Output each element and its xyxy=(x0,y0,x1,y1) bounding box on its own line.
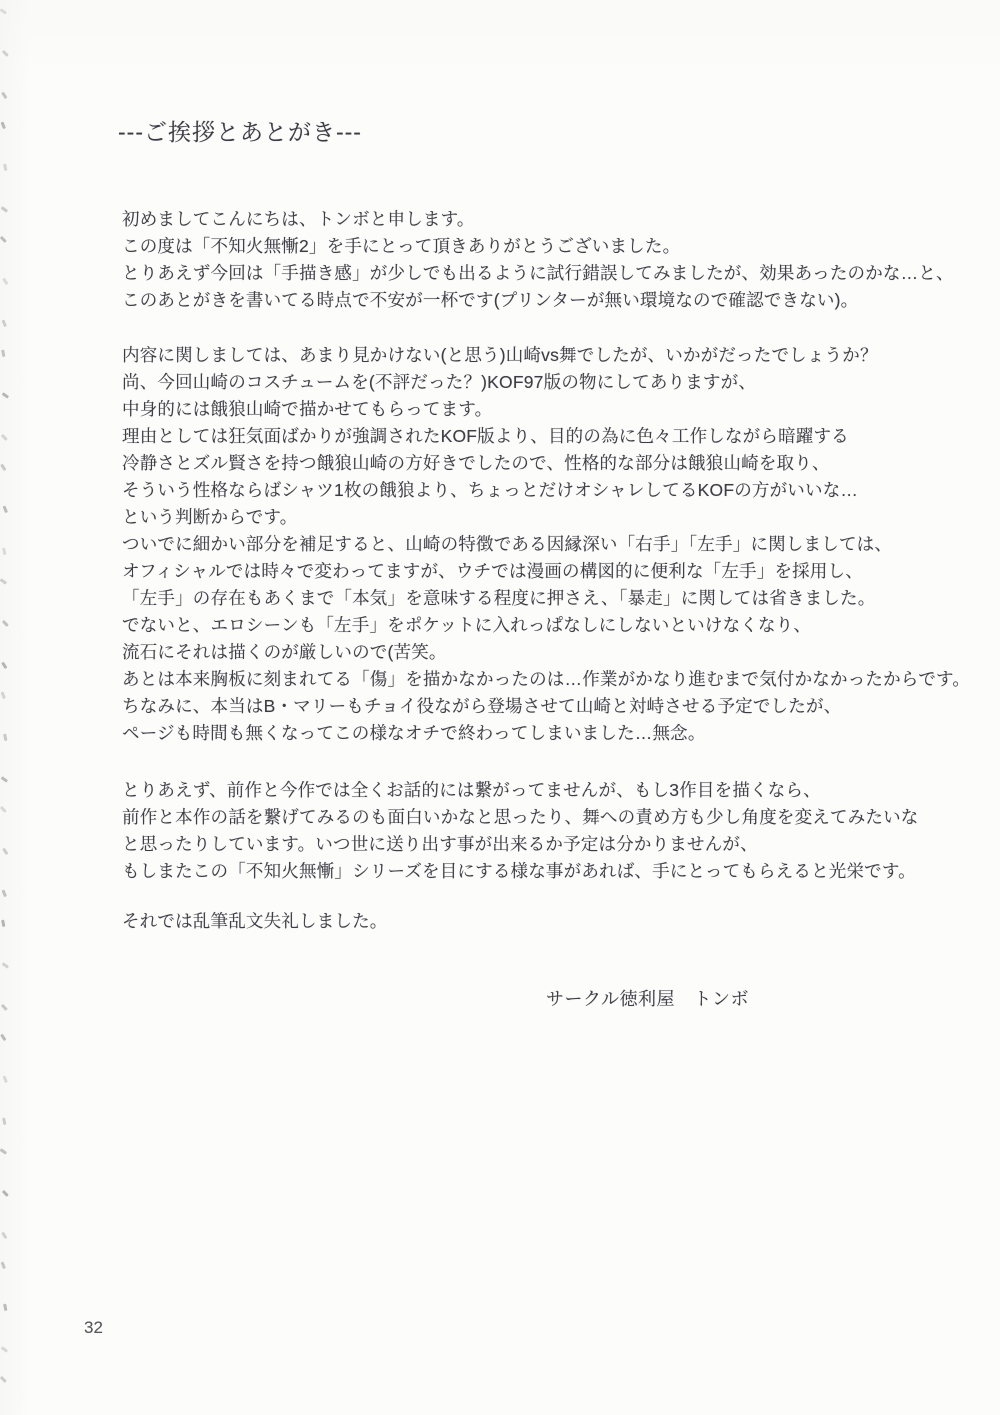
paragraph-greeting xyxy=(122,206,954,314)
page-title: ---ご挨拶とあとがき--- xyxy=(118,119,362,145)
text-line: でないと、エロシーンも「左手」をポケットに入れっぱなしにしないといけなくなり、 xyxy=(122,615,812,635)
text-line: とりあえず、前作と今作では全くお話的には繋がってませんが、もし3作目を描くなら、 xyxy=(122,780,821,800)
scan-edge-mark xyxy=(2,1232,8,1239)
scan-edge-mark xyxy=(2,350,6,357)
scan-edge-mark xyxy=(1,1346,8,1352)
scan-edge-mark xyxy=(1,776,8,782)
text-line: ページも時間も無くなってこの様なオチで終わってしまいました…無念。 xyxy=(122,723,706,743)
scan-edge-mark xyxy=(2,92,8,99)
text-line: もしまたこの「不知火無慚」シリーズを目にする様な事があれば、手にとってもらえると光栄です。 xyxy=(122,861,916,881)
scan-edge-mark xyxy=(4,164,8,171)
text-line: オフィシャルでは時々で変わってますが、ウチでは漫画の構図的に便利な「左手」を採用し、 xyxy=(122,561,863,581)
scan-edge-mark xyxy=(3,1076,8,1083)
scan-edge-mark xyxy=(2,392,9,398)
scan-edge-mark xyxy=(2,890,7,897)
text-line: 流石にそれは描くのが厳しいので(苦笑。 xyxy=(122,642,447,662)
scan-edge-mark xyxy=(3,1118,7,1125)
scan-edge-mark xyxy=(4,1304,8,1311)
text-line: という判断からです。 xyxy=(122,507,298,527)
closing-remark: それでは乱筆乱文失礼しました。 xyxy=(122,911,388,931)
scan-edge-mark xyxy=(0,8,7,14)
scan-edge-mark xyxy=(0,806,7,813)
scan-edge-mark xyxy=(1,464,7,471)
scan-edge-mark xyxy=(2,620,9,627)
scan-edge-mark xyxy=(0,1148,7,1154)
scan-edge-mark xyxy=(0,1376,7,1383)
scan-edge-mark xyxy=(1,122,6,129)
scan-edge-mark xyxy=(2,962,9,968)
scan-edge-mark xyxy=(1,692,6,699)
text-line: 中身的には餓狼山崎で描かせてもらってます。 xyxy=(122,399,493,419)
scan-edge-mark xyxy=(2,1190,9,1197)
text-line: あとは本来胸板に刻まれてる「傷」を描かなかったのは…作業がかなり進むまで気付かなかったからです。 xyxy=(122,669,971,689)
scan-edge-mark xyxy=(3,506,8,513)
text-line: 初めましてこんにちは、トンボと申します。 xyxy=(122,209,475,229)
text-line: 理由としては狂気面ばかりが強調されたKOF版より、目的の為に色々工作しながら暗躍する xyxy=(122,426,849,446)
scan-edge-mark xyxy=(0,578,7,584)
text-line: このあとがきを書いてる時点で不安が一杯です(プリンターが無い環境なので確認できない)。 xyxy=(122,290,859,310)
scan-edge-mark xyxy=(2,320,7,327)
scan-edge-mark xyxy=(1,1004,8,1011)
scan-edge-mark xyxy=(3,548,7,555)
text-line: この度は「不知火無慚2」を手にとって頂きありがとうございました。 xyxy=(122,236,681,256)
text-line: と思ったりしています。いつ世に送り出す事が出来るか予定は分かりませんが、 xyxy=(122,834,758,854)
scan-edge-mark xyxy=(1,434,8,441)
text-line: ついでに細かい部分を補足すると、山崎の特徴である因縁深い「右手」「左手」に関しましては、 xyxy=(122,534,893,554)
scan-edge-mark xyxy=(2,662,8,669)
text-line: 前作と本作の話を繋げてみるのも面白いかなと思ったり、舞への責め方も少し角度を変えてみたいな xyxy=(122,807,919,827)
paragraph-future-plans xyxy=(122,777,919,885)
text-line: 尚、今回山崎のコスチュームを(不評だった？)KOF97版の物にしてありますが、 xyxy=(122,372,757,392)
text-line: とりあえず今回は「手描き感」が少しでも出るように試行錯誤してみましたが、効果あったのかな…と、 xyxy=(122,263,954,283)
scan-edge-mark xyxy=(2,50,9,57)
text-line: 「左手」の存在もあくまで「本気」を意味する程度に押さえ、「暴走」に関しては省きました。 xyxy=(122,588,876,608)
text-line: 冷静さとズル賢さを持つ餓狼山崎の方好きでしたので、性格的な部分は餓狼山崎を取り、 xyxy=(122,453,830,473)
scan-edge-mark xyxy=(1,206,8,212)
scan-edge-mark xyxy=(3,848,9,855)
scan-edge-mark xyxy=(2,920,6,927)
text-line: ちなみに、本当はB・マリーもチョイ役ながら登場させて山崎と対峙させる予定でしたが、 xyxy=(122,696,842,716)
page-number: 32 xyxy=(84,1318,103,1337)
scan-edge-mark xyxy=(3,278,9,285)
scan-edge-mark xyxy=(4,734,8,741)
scan-edge-mark xyxy=(1,1034,7,1041)
text-line: そういう性格ならばシャツ1枚の餓狼より、ちょっとだけオシャレしてるKOFの方がいいな… xyxy=(122,480,859,500)
scan-edge-mark xyxy=(0,236,7,243)
author-signature: サークル徳利屋 トンボ xyxy=(546,989,749,1009)
binding-edge-artifacts xyxy=(0,0,14,1415)
paragraph-content-notes xyxy=(122,342,970,747)
scan-edge-mark xyxy=(1,1262,6,1269)
text-line: 内容に関しましては、あまり見かけない(と思う)山崎vs舞でしたが、いかがだったでしょうか？ xyxy=(122,345,878,365)
